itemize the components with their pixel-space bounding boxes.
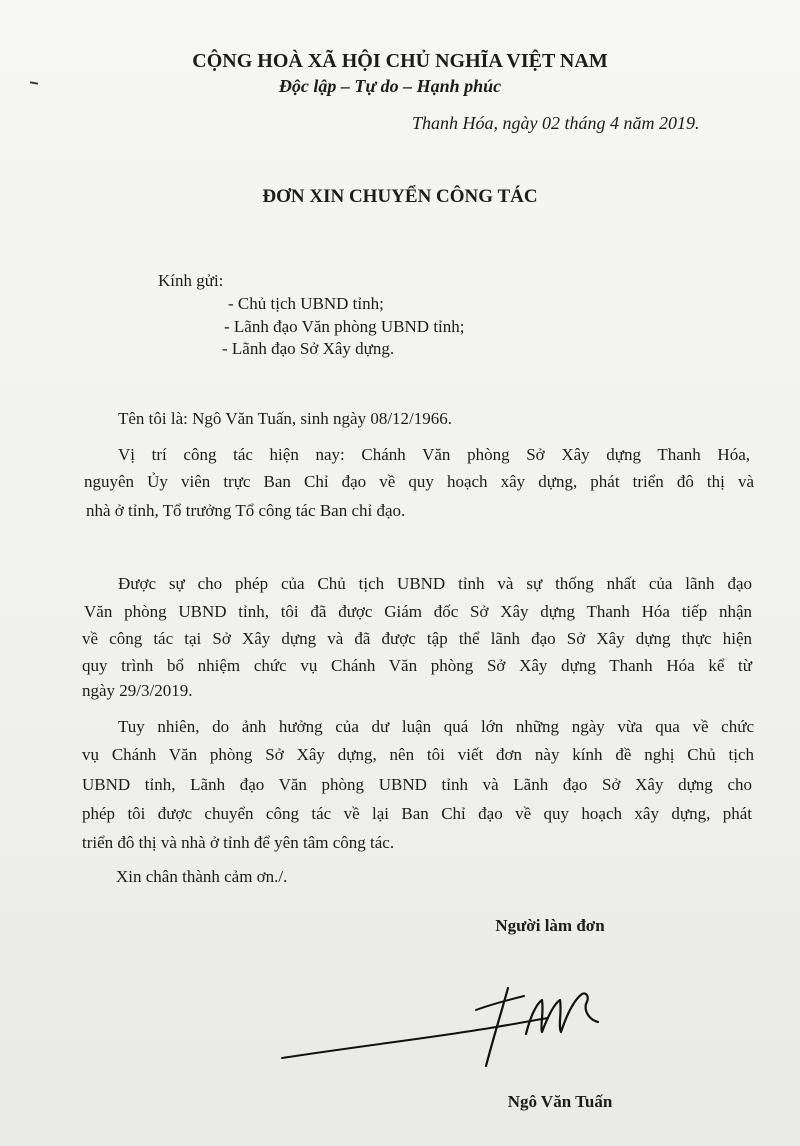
paragraph-line: quy trình bổ nhiệm chức vụ Chánh Văn phòng Sở Xây dựng Thanh Hóa kể từ xyxy=(82,656,752,675)
paragraph-line: ngày 29/3/2019. xyxy=(82,681,193,700)
paragraph-line: triển đô thị và nhà ở tỉnh để yên tâm công tác. xyxy=(82,833,395,852)
position-line: nhà ở tỉnh, Tổ trưởng Tổ công tác Ban chỉ đạo. xyxy=(86,501,406,520)
document-title: ĐƠN XIN CHUYỂN CÔNG TÁC xyxy=(262,186,538,207)
closing-line: Xin chân thành cảm ơn./. xyxy=(116,867,288,886)
paragraph-line: về công tác tại Sở Xây dựng và đã được tập thể lãnh đạo Sở Xây dựng thực hiện xyxy=(82,629,752,648)
paragraph-line: Được sự cho phép của Chủ tịch UBND tỉnh và sự thống nhất của lãnh đạo xyxy=(118,574,752,593)
national-header: CỘNG HOÀ XÃ HỘI CHỦ NGHĨA VIỆT NAM xyxy=(192,50,608,72)
handwritten-signature xyxy=(280,970,620,1080)
signer-name: Ngô Văn Tuấn xyxy=(507,1092,613,1111)
intro-line: Tên tôi là: Ngô Văn Tuấn, sinh ngày 08/12/1966. xyxy=(118,409,453,428)
signer-role: Người làm đơn xyxy=(495,916,605,935)
date-line: Thanh Hóa, ngày 02 tháng 4 năm 2019. xyxy=(412,113,700,133)
margin-mark xyxy=(30,81,38,84)
position-line: Vị trí công tác hiện nay: Chánh Văn phòng Sở Xây dựng Thanh Hóa, xyxy=(118,445,750,464)
paragraph-line: Văn phòng UBND tỉnh, tôi đã được Giám đốc Sở Xây dựng Thanh Hóa tiếp nhận xyxy=(84,602,752,621)
recipient-item: - Chủ tịch UBND tỉnh; xyxy=(228,294,384,313)
national-motto: Độc lập – Tự do – Hạnh phúc xyxy=(278,76,502,96)
recipient-item: - Lãnh đạo Sở Xây dựng. xyxy=(222,339,395,358)
paragraph-line: Tuy nhiên, do ảnh hưởng của dư luận quá lớn những ngày vừa qua về chức xyxy=(118,717,754,736)
paragraph-line: UBND tỉnh, Lãnh đạo Văn phòng UBND tỉnh và Lãnh đạo Sở Xây dựng cho xyxy=(82,775,752,794)
paragraph-line: vụ Chánh Văn phòng Sở Xây dựng, nên tôi viết đơn này kính đề nghị Chủ tịch xyxy=(82,745,754,764)
paragraph-line: phép tôi được chuyển công tác về lại Ban Chỉ đạo về quy hoạch xây dựng, phát xyxy=(82,804,752,823)
recipients-label: Kính gửi: xyxy=(158,271,224,290)
recipient-item: - Lãnh đạo Văn phòng UBND tỉnh; xyxy=(224,317,465,336)
position-line: nguyên Ủy viên trực Ban Chỉ đạo về quy hoạch xây dựng, phát triển đô thị và xyxy=(84,472,754,491)
